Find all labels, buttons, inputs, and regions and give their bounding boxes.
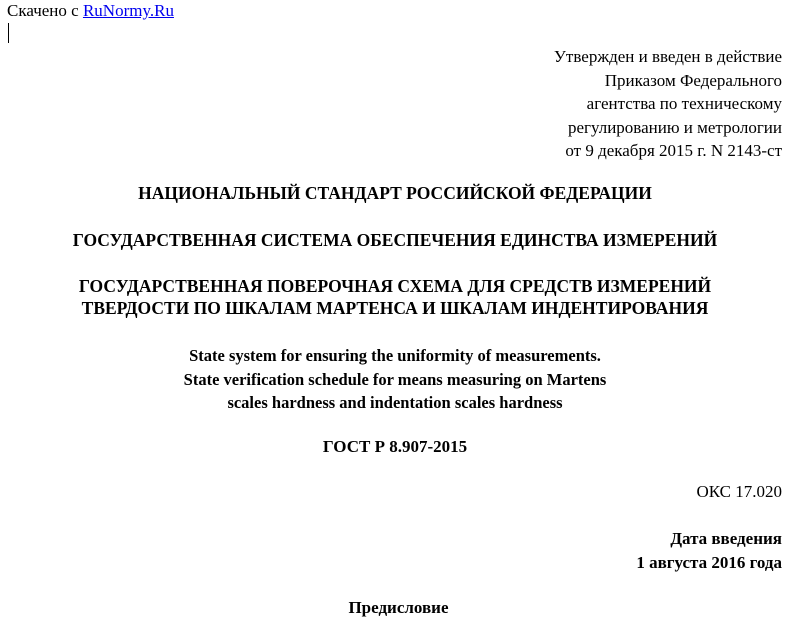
approval-block [554, 45, 782, 163]
approval-line: Приказом Федерального [604, 70, 782, 90]
oks-code: ОКС 17.020 [696, 482, 782, 501]
english-title-line: State verification schedule for means measuring on Martens [183, 369, 607, 389]
schedule-heading-line: ТВЕРДОСТИ ПО ШКАЛАМ МАРТЕНСА И ШКАЛАМ ИНДЕНТИРОВАНИЯ [81, 298, 709, 318]
runormy-link[interactable]: RuNormy.Ru [82, 1, 174, 20]
approval-line: от 9 декабря 2015 г. N 2143-ст [565, 141, 782, 161]
english-title-line: scales hardness and indentation scales hardness [227, 393, 563, 412]
schedule-heading [0, 275, 790, 319]
source-line [7, 0, 174, 22]
national-standard-heading: НАЦИОНАЛЬНЫЙ СТАНДАРТ РОССИЙСКОЙ ФЕДЕРАЦИИ [138, 183, 652, 203]
text-cursor [8, 23, 9, 43]
source-prefix: Скачено с [7, 1, 83, 20]
approval-line: Утвержден и введен в действие [553, 47, 782, 66]
introduction-date-value: 1 августа 2016 года [636, 553, 782, 572]
foreword-heading: Предисловие [348, 598, 449, 617]
english-title-line: State system for ensuring the uniformity of measurements. [189, 346, 601, 365]
approval-line: регулированию и метрологии [567, 117, 782, 137]
state-system-heading: ГОСУДАРСТВЕННАЯ СИСТЕМА ОБЕСПЕЧЕНИЯ ЕДИНСТВА ИЗМЕРЕНИЙ [72, 230, 718, 250]
introduction-date-label: Дата введения [670, 529, 782, 548]
schedule-heading-line: ГОСУДАРСТВЕННАЯ ПОВЕРОЧНАЯ СХЕМА ДЛЯ СРЕДСТВ ИЗМЕРЕНИЙ [78, 276, 712, 296]
gost-number: ГОСТ Р 8.907-2015 [322, 437, 468, 456]
english-title [0, 344, 790, 415]
introduction-date-block [636, 527, 782, 575]
approval-line: агентства по техническому [586, 94, 782, 114]
